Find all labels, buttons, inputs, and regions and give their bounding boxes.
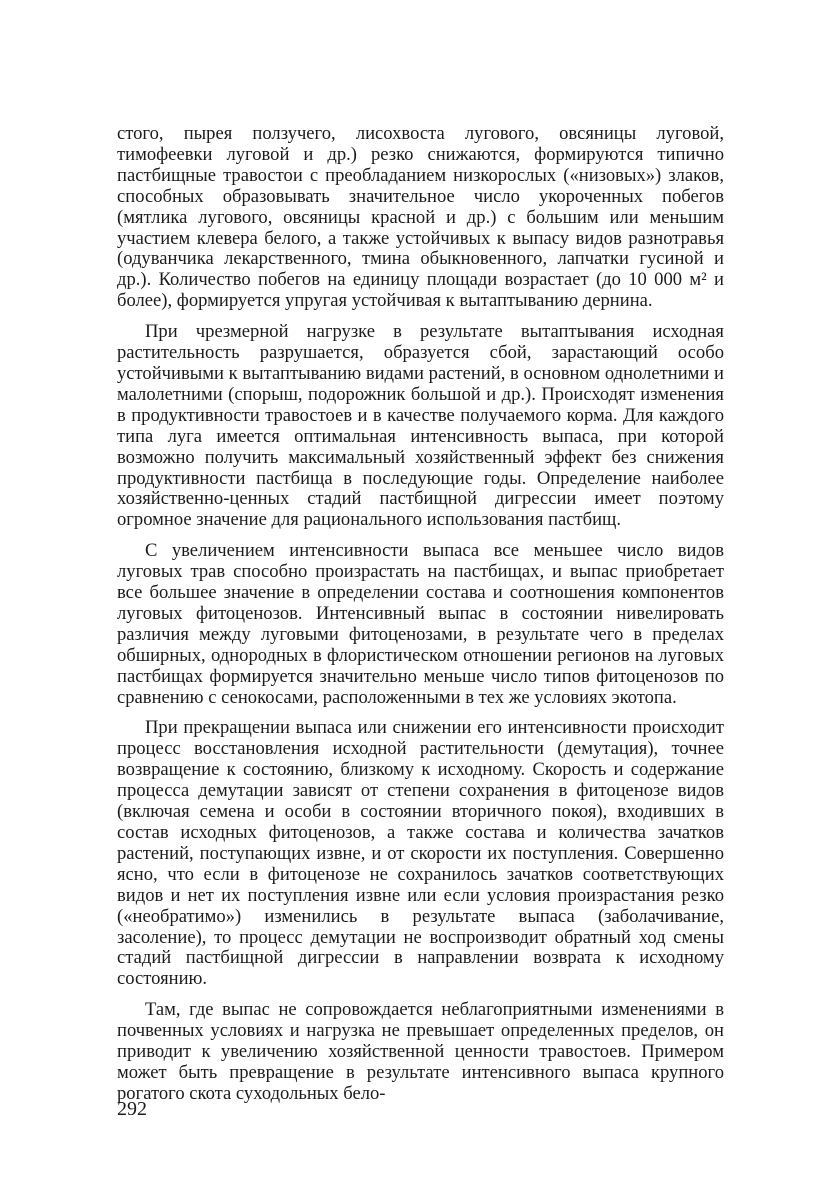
paragraph-4: При прекращении выпаса или снижении его интенсивности происходит процесс восстановления исходной растительности (демутация), точнее возвращение к состоянию, близкому к исходному. Скорость и содержание процесса демутации зависят от степени сохранения в фитоценозе видов (включая семена и особи в состоянии вторичного покоя), входивших в состав исходных фитоценозов, а также состава и количества зачатков растений, поступающих извне, и от скорости их поступления. Совершенно ясно, что если в фитоценозе не сохранилось зачатков соответствующих видов и нет их поступления извне или если условия произрастания резко («необратимо») изменились в результате выпаса (заболачивание, засоление), то процесс демутации не воспроизводит обратный ход смены стадий пастбищной дигрессии в направлении возврата к исходному состоянию.: [117, 717, 724, 990]
body-text: [117, 124, 724, 1115]
paragraph-3: С увеличением интенсивности выпаса все меньшее число видов луговых трав способно произрастать на пастбищах, и выпас приобретает все большее значение в определении состава и соотношения компонентов луговых фитоценозов. Интенсивный выпас в состоянии нивелировать различия между луговыми фитоценозами, в результате чего в пределах обширных, однородных в флористическом отношении регионов на луговых пастбищах формируется значительно меньше число типов фитоценозов по сравнению с сенокосами, расположенными в тех же условиях экотопа.: [117, 540, 724, 708]
page-number: 292: [117, 1098, 147, 1120]
paragraph-1: стого, пырея ползучего, лисохвоста лугового, овсяницы луговой, тимофеевки луговой и др.) резко снижаются, формируются типично пастбищные травостои с преобладанием низкорослых («низовых») злаков, способных образовывать значительное число укороченных побегов (мятлика лугового, овсяницы красной и др.) с большим или меньшим участием клевера белого, а также устойчивых к выпасу видов разнотравья (одуванчика лекарственного, тмина обыкновенного, лапчатки гусиной и др.). Количество побегов на единицу площади возрастает (до 10 000 м² и более), формируется упругая устойчивая к вытаптыванию дернина.: [117, 123, 724, 312]
paragraph-5: Там, где выпас не сопровождается неблагоприятными изменениями в почвенных условиях и нагрузка не превышает определенных пределов, он приводит к увеличению хозяйственной ценности травостоев. Примером может быть превращение в результате интенсивного выпаса крупного рогатого скота суходольных бело-: [117, 999, 724, 1104]
paragraph-2: При чрезмерной нагрузке в результате вытаптывания исходная растительность разрушается, образуется сбой, зарастающий особо устойчивыми к вытаптыванию видами растений, в основном однолетними и малолетними (спорыш, подорожник большой и др.). Происходят изменения в продуктивности травостоев и в качестве получаемого корма. Для каждого типа луга имеется оптимальная интенсивность выпаса, при которой возможно получить максимальный хозяйственный эффект без снижения продуктивности пастбища в последующие годы. Определение наиболее хозяйственно-ценных стадий пастбищной дигрессии имеет поэтому огромное значение для рационального использования пастбищ.: [117, 321, 724, 531]
